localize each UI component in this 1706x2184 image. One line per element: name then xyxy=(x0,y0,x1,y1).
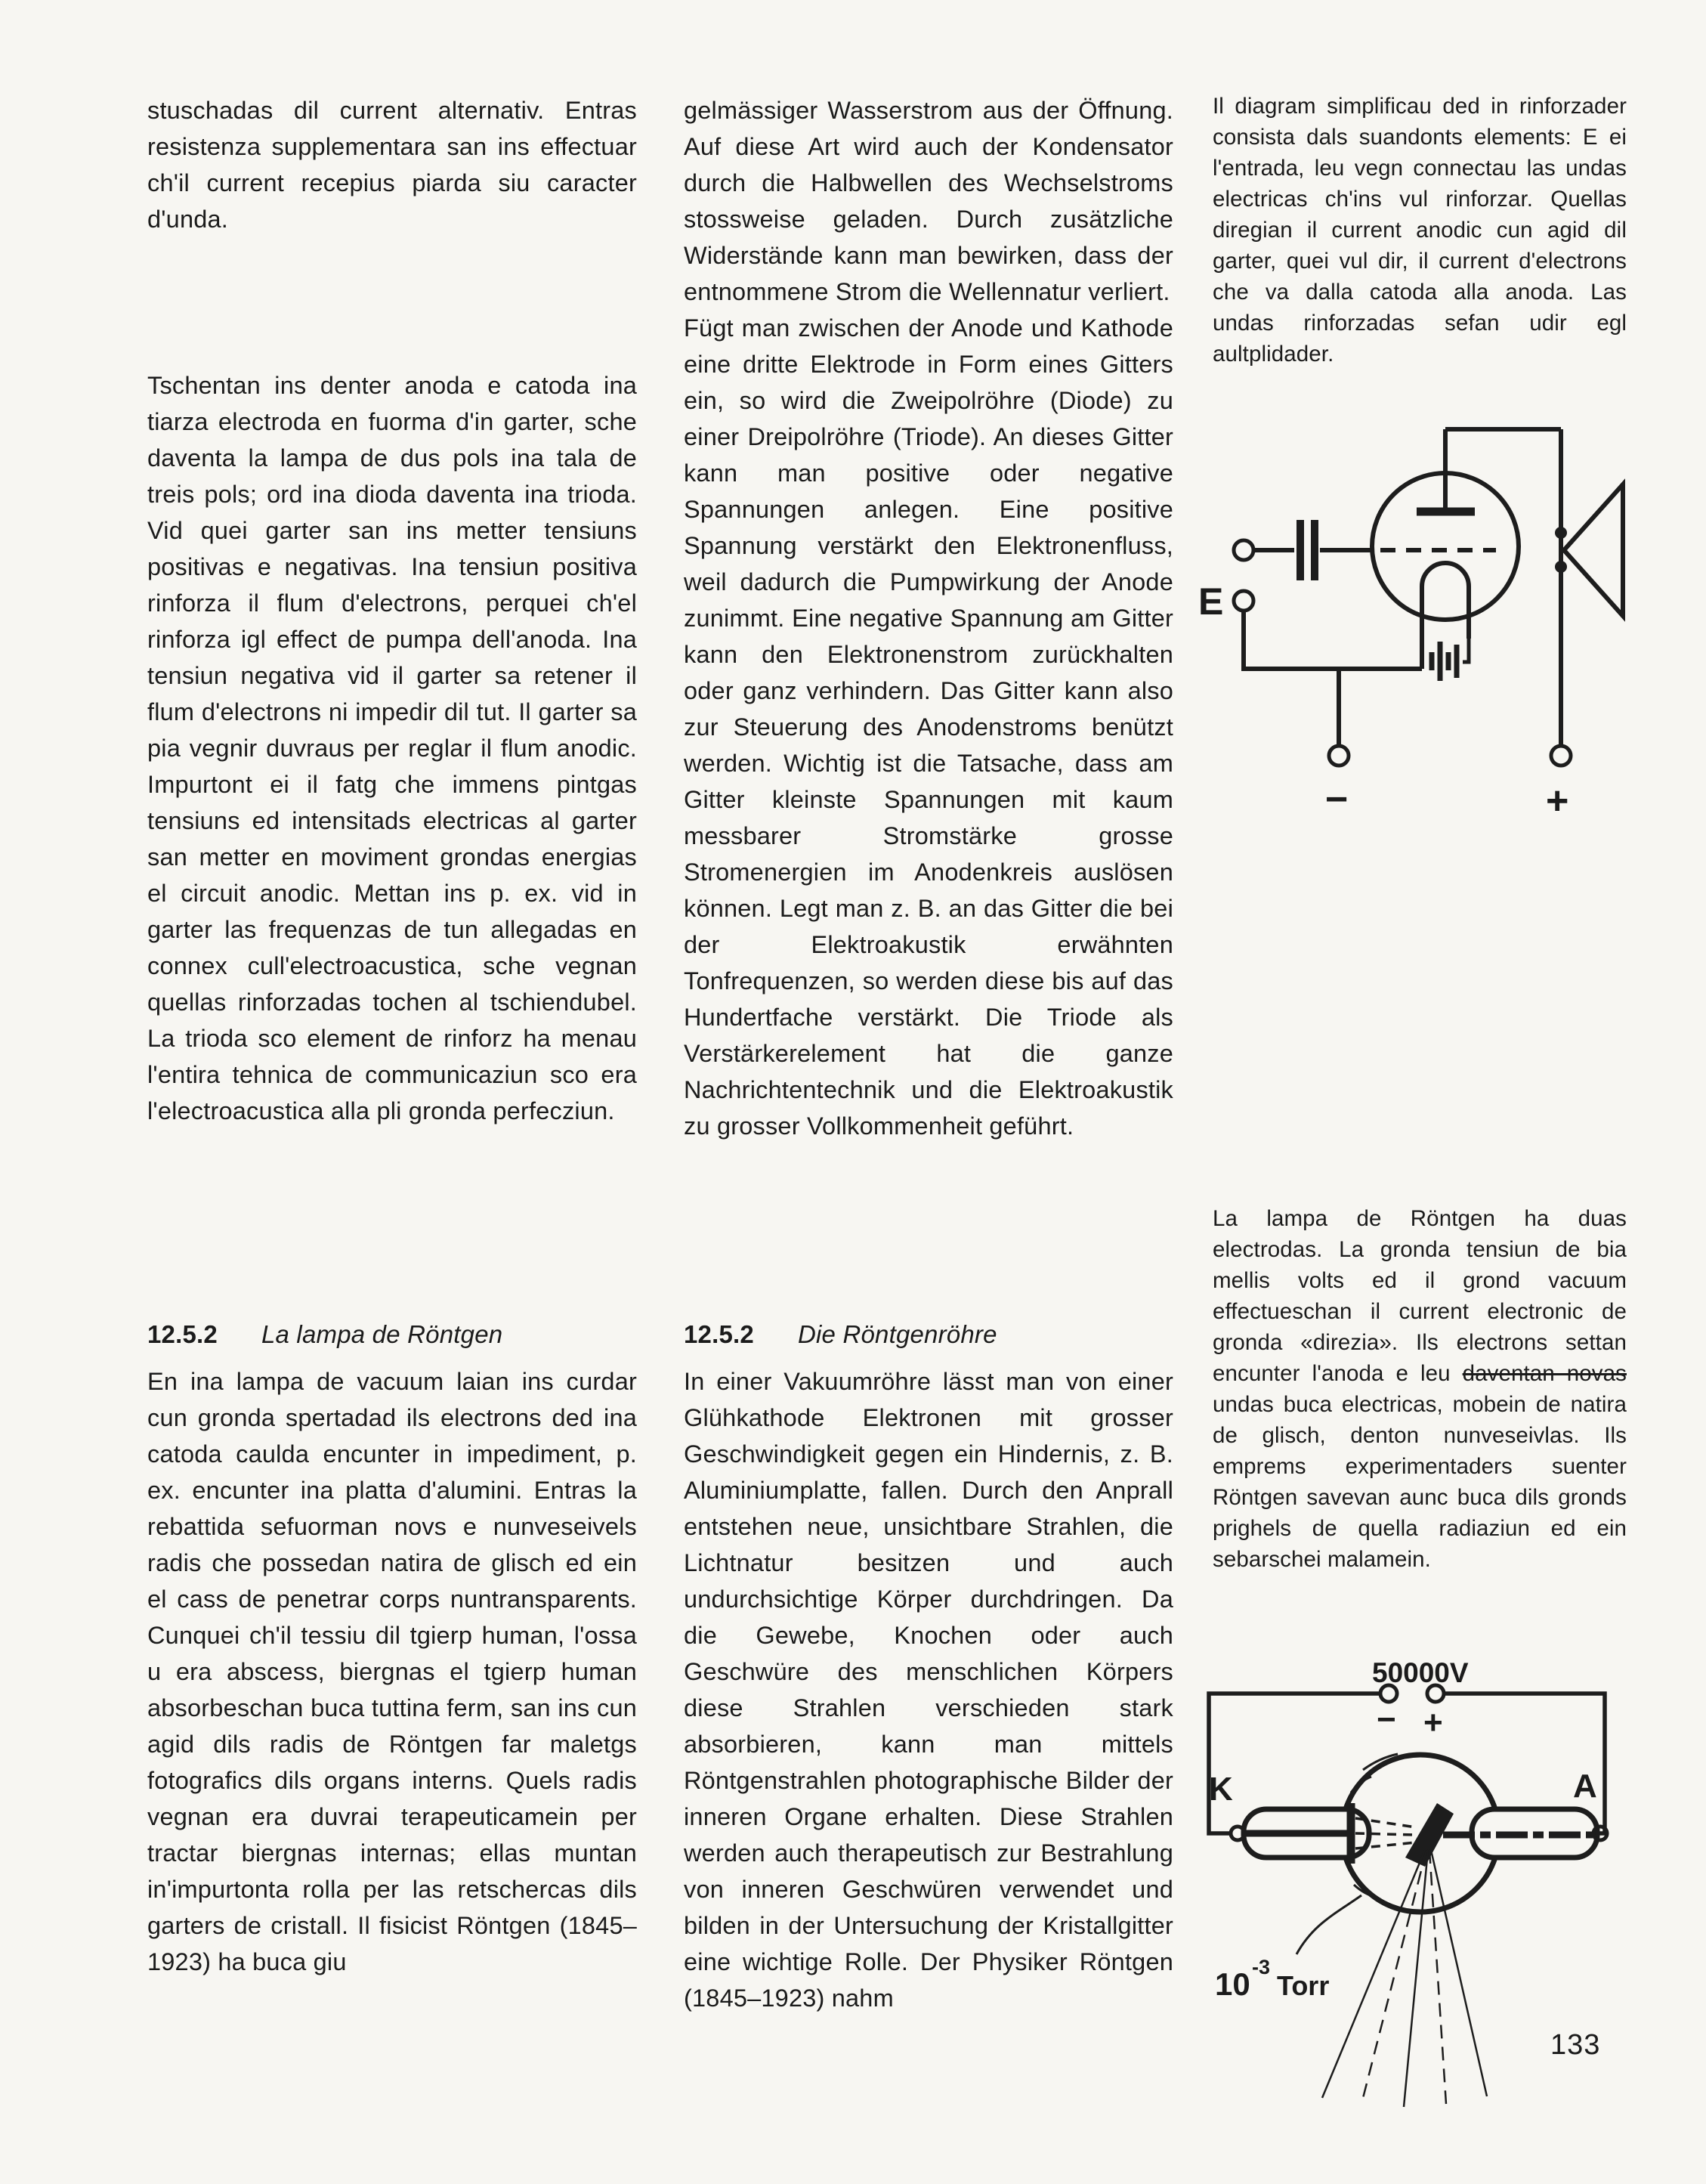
col3-paragraph-2-struck: daventan novas xyxy=(1462,1361,1627,1386)
triode-amplifier-figure xyxy=(1186,412,1685,835)
speaker-tap-dot-top xyxy=(1555,527,1567,539)
pressure-unit: Torr xyxy=(1277,1970,1330,2001)
speaker-tap-dot-bottom xyxy=(1555,561,1567,573)
col1-section-heading xyxy=(147,1316,637,1353)
positive-terminal xyxy=(1551,746,1571,766)
page-number: 133 xyxy=(1550,2029,1601,2061)
col2-paragraph-2: Fügt man zwischen der Anode und Kathode eine dritte Elektrode in Form eines Gitters ein, so wird die Zweipolröhre (Diode) zu einer Dreipolröhre (Triode). An dieses Gitter kann man positive oder negative Spannungen anlegen. Eine positive Spannung verstärkt den Elektronenfluss, weil dadurch die Pumpwirkung der Anode zunimmt. Eine negative Spannung am Gitter kann den Elektronenstrom zurückhalten oder ganz verhindern. Das Gitter kann also zur Steuerung des Anodenstroms benützt werden. Wichtig ist die Tatsache, dass am Gitter kleinste Spannungen mit kaum messbarer Stromstärke grosse Stromenergien im Anodenkreis auslösen können. Legt man z. B. an das Gitter die bei der Elektroakustik erwähnten Tonfrequenzen, so werden diese bis auf das Hundertfache verstärkt. Die Triode als Verstärkerelement hat die ganze Nachrichtentechnik und die Elektroakustik zu grosser Vollkommenheit geführt. xyxy=(684,314,1173,1140)
ground-return-wire xyxy=(1244,611,1422,669)
negative-label: − xyxy=(1325,778,1349,821)
column-1-upper xyxy=(147,92,637,1292)
pressure-exponent: -3 xyxy=(1252,1956,1271,1978)
supply-plus-label: + xyxy=(1423,1704,1443,1741)
xray-beam-3 xyxy=(1404,1850,1428,2107)
col2-section-title: Die Röntgenröhre xyxy=(797,1320,997,1348)
col3-paragraph-2-a: La lampa de Röntgen ha duas electrodas. La gronda tensiun de bia mellis volts ed il grond vacuum effectueschan il current electronic de gronda «direzia». Ils electrons settan encunter l'anoda e leu xyxy=(1213,1206,1627,1386)
supply-minus-label: − xyxy=(1377,1701,1396,1738)
col2-paragraph-1: gelmässiger Wasserstrom aus der Öffnung. Auf diese Art wird auch der Kondensator durch die Halbwellen des Wechselstroms stossweise geladen. Durch zusätzliche Widerstände kann man bewirken, dass der entnommene Strom die Wellennatur verliert. xyxy=(684,97,1173,305)
column-3-middle xyxy=(1213,1203,1627,1575)
column-1-lower xyxy=(147,1316,637,1980)
col1-paragraph-1: stuschadas dil current alternativ. Entras resistenza supplementara san ins effectuar ch'il current recepius piarda siu caracter d'unda. xyxy=(147,97,637,233)
col2-section-number: 12.5.2 xyxy=(684,1320,754,1348)
input-terminal-bottom xyxy=(1234,591,1253,611)
xray-tube-schematic xyxy=(1179,1655,1706,2108)
col1-section-number: 12.5.2 xyxy=(147,1320,218,1348)
col2-paragraph-3: In einer Vakuumröhre lässt man von einer Glühkathode Elektronen mit grosser Geschwindigkeit gegen ein Hindernis, z. B. Aluminiumplatte, fallen. Durch den Anprall entstehen neue, unsichtbare Strahlen, die Lichtnatur besitzen und auch undurchsichtige Körper durchdringen. Da die Gewebe, Knochen oder auch Geschwüre des menschlichen Körpers diese Strahlen verschieden stark absorbieren, kann man mittels Röntgenstrahlen photographische Bilder der inneren Organe erhalten. Diese Strahlen werden auch therapeutisch zur Bestrahlung von inneren Geschwüren verwendet und bilden in der Untersuchung der Kristallgitter eine wichtige Rolle. Der Physiker Röntgen (1845–1923) nahm xyxy=(684,1368,1173,2012)
col3-paragraph-2 xyxy=(1213,1203,1627,1575)
col3-paragraph-1: Il diagram simplificau ded in rinforzader consista dals suandonts elements: E ei l'entrada, leu vegn connectau las undas electricas ch'ins vul rinforzar. Quellas diregian il current anodic cun agid dil garter, quei vul dir, il current d'electrons che va dalla catoda alla anoda. Las undas rinforzadas sefan udir egl aultplidader. xyxy=(1213,94,1627,367)
negative-terminal xyxy=(1329,746,1349,766)
input-terminal-top xyxy=(1234,540,1253,560)
triode-amplifier-schematic xyxy=(1186,412,1685,835)
positive-label: + xyxy=(1546,779,1569,823)
pressure-base: 10 xyxy=(1215,1966,1250,2002)
cathode-letter: K xyxy=(1209,1771,1233,1808)
electron-beam-2 xyxy=(1355,1833,1414,1835)
col2-section-heading xyxy=(684,1316,1173,1353)
col1-section-title: La lampa de Röntgen xyxy=(261,1320,503,1348)
xray-beam-4 xyxy=(1429,1850,1446,2104)
pressure-pointer-line xyxy=(1296,1895,1361,1954)
column-2-lower xyxy=(684,1316,1173,2016)
xray-beam-1 xyxy=(1322,1850,1425,2098)
anode-letter: A xyxy=(1573,1768,1597,1805)
heater-connector xyxy=(1463,639,1469,662)
xray-tube-figure xyxy=(1179,1655,1706,2108)
input-label: E xyxy=(1198,580,1224,623)
column-2-upper xyxy=(684,92,1173,1292)
loudspeaker-horn-icon xyxy=(1564,484,1623,616)
column-3-upper xyxy=(1213,91,1627,370)
col1-paragraph-2: Tschentan ins denter anoda e catoda ina tiarza electroda en fuorma d'in garter, sche daventa la lampa de dus pols ina tala de treis pols; ord ina dioda daventa ina trioda. Vid quei garter san ins metter tensiuns positivas e negativas. Ina tensiun positiva rinforza il flum d'electrons, perquei ch'el rinforza igl effect de pumpa dell'anoda. Ina tensiun negativa vid il garter sa retener il flum d'electrons ni impedir dil tut. Il garter sa pia vegnir duvraus per reglar il flum anodic. Impurtont ei il fatg che immens pintgas tensiuns ed intensitads electricas al garter san metter en moviment grondas energias el circuit anodic. Mettan ins p. ex. vid in garter las frequenzas de tun allegadas en connex cull'electroacustica, sche vegnan quellas rinforzadas tochen al tschiendubel. La trioda sco element de rinforz ha menau l'entira tehnica de communicaziun sco era l'electroacustica alla pli gronda perfecziun. xyxy=(147,372,637,1124)
voltage-label: 50000V xyxy=(1372,1657,1469,1688)
col1-paragraph-3: En ina lampa de vacuum laian ins curdar cun gronda spertadad ils electrons ded ina catoda caulda encunter in impediment, p. ex. encunter ina platta d'alumini. Entras la rebattida sefuorman novs e nunveseivels radis che possedan natira de glisch ed ein el cass de penetrar corps nuntransparents. Cunquei ch'il tessiu dil tgierp human, l'ossa u era abscess, biergnas el tgierp human absorbeschan buca tuttina ferm, san ins cun agid dils radis de Röntgen far maletgs fotografics dils organs interns. Quels radis vegnan era duvrai terapeuticamein per tractar biergnas internas; ellas muntan in'impurtonta rolla per las retschercas dils garters de cristall. Il fisicist Röntgen (1845–1923) ha buca giu xyxy=(147,1368,637,1975)
col3-paragraph-2-b: undas buca electricas, mobein de natira de glisch, denton nunveseivlas. Ils emprems experimentaders suenter Röntgen savevan aunc buca dils gronds prighels de quella radiaziun ed ein sebarschei malamein. xyxy=(1213,1392,1627,1572)
